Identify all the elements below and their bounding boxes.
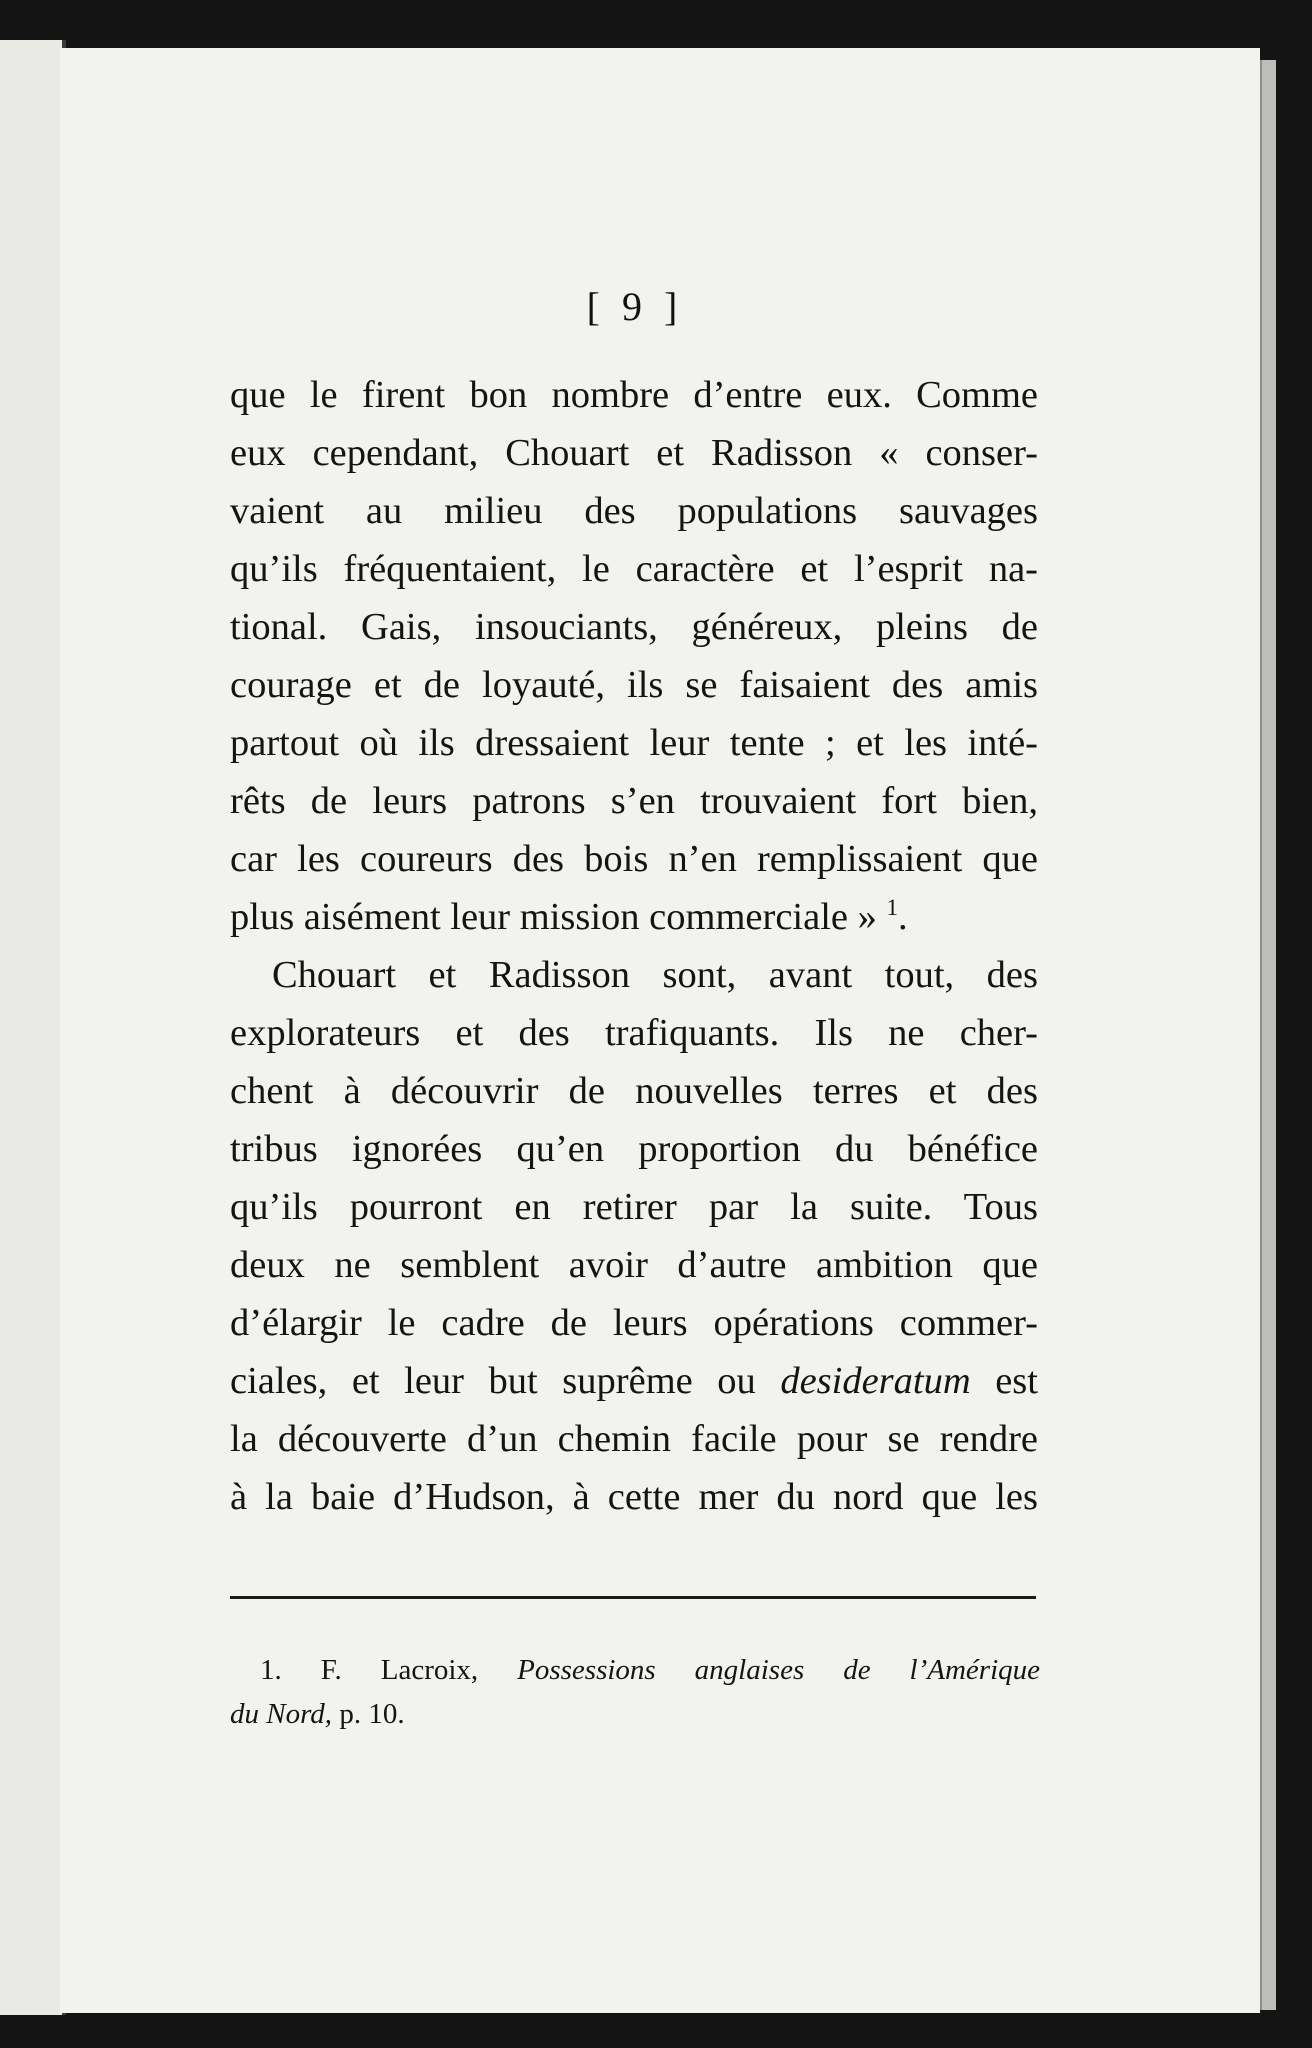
paragraph-end-period: . — [898, 896, 908, 938]
text-line-tail: est — [970, 1360, 1038, 1402]
footnote-line — [230, 1648, 1040, 1692]
facing-page-edge — [0, 40, 66, 2015]
footnote-number: 1. — [260, 1654, 321, 1686]
footnote-separator — [230, 1596, 1036, 1599]
text-line: qu’ils fréquentaient, le caractère et l’esprit na- — [230, 548, 1038, 590]
footnote-title: Possessions anglaises de l’Amérique — [517, 1654, 1040, 1686]
text-line: la découverte d’un chemin facile pour se rendre — [230, 1418, 1038, 1460]
italic-term: desideratum — [780, 1360, 971, 1402]
footnote-reference: 1 — [886, 894, 899, 921]
text-line: courage et de loyauté, ils se faisaient des amis — [230, 664, 1038, 706]
text-line: d’élargir le cadre de leurs opérations commer- — [230, 1302, 1038, 1344]
text-line: qu’ils pourront en retirer par la suite. Tous — [230, 1186, 1038, 1228]
text-line: car les coureurs des bois n’en remplissaient que — [230, 838, 1038, 880]
text-line: tribus ignorées qu’en proportion du bénéfice — [230, 1128, 1038, 1170]
text-line: explorateurs et des trafiquants. Ils ne cher- — [230, 1012, 1038, 1054]
text-line-with-italic — [230, 1352, 1038, 1410]
footnote-author: F. Lacroix, — [320, 1654, 518, 1686]
book-page — [60, 48, 1260, 2013]
footnote-page-ref: p. 10. — [332, 1698, 405, 1730]
text-line: deux ne semblent avoir d’autre ambition que — [230, 1244, 1038, 1286]
text-line-paragraph-start: Chouart et Radisson sont, avant tout, des — [272, 954, 1038, 996]
text-line: vaient au milieu des populations sauvages — [230, 490, 1038, 532]
text-line-content: plus aisément leur mission commerciale » — [230, 896, 887, 938]
text-line: que le firent bon nombre d’entre eux. Comme — [230, 374, 1038, 416]
footnote-line — [230, 1692, 1040, 1736]
footnote-title-cont: du Nord, — [230, 1698, 333, 1730]
text-line: eux cependant, Chouart et Radisson « conser- — [230, 432, 1038, 474]
text-line: rêts de leurs patrons s’en trouvaient fort bien, — [230, 780, 1038, 822]
page-stack-edge — [1260, 60, 1276, 2010]
body-text — [230, 366, 1038, 1526]
text-line-paragraph-end — [230, 888, 1038, 946]
footnote — [230, 1648, 1040, 1736]
text-line-content: ciales, et leur but suprême ou — [230, 1360, 781, 1402]
page-number: [ 9 ] — [586, 284, 684, 329]
text-line: à la baie d’Hudson, à cette mer du nord que les — [230, 1476, 1038, 1518]
text-line: chent à découvrir de nouvelles terres et des — [230, 1070, 1038, 1112]
text-line: tional. Gais, insouciants, généreux, pleins de — [230, 606, 1038, 648]
text-line: partout où ils dressaient leur tente ; et les inté- — [230, 722, 1038, 764]
